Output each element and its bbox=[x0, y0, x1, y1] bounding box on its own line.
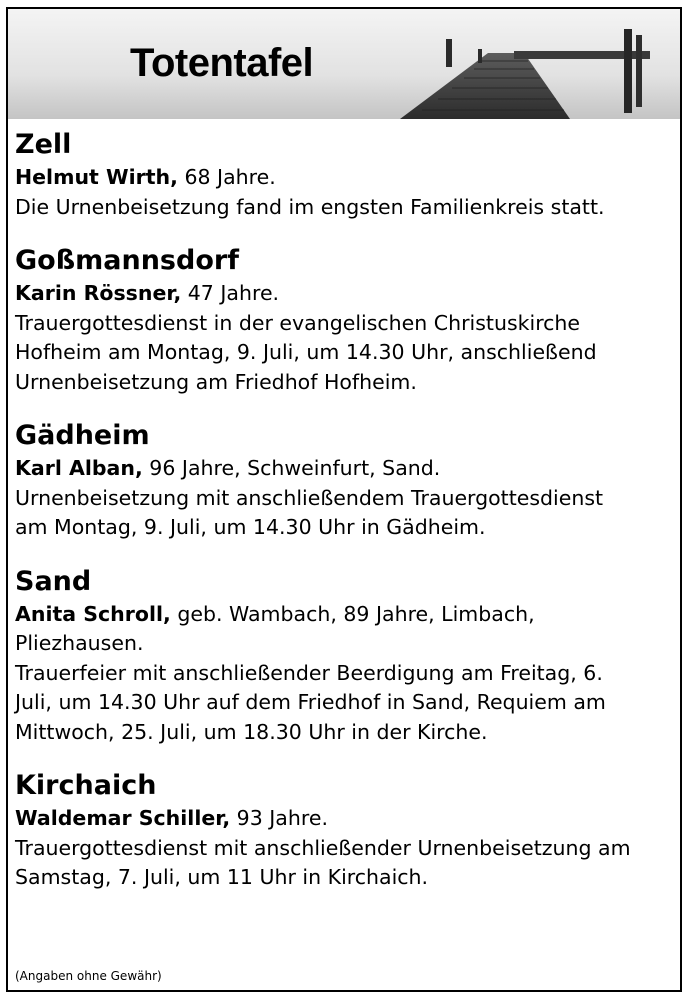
person-line bbox=[15, 454, 677, 484]
obituary-list bbox=[15, 127, 677, 914]
obituary-entry bbox=[15, 243, 677, 397]
service-text: Urnenbeisetzung mit anschließendem Trauergottesdienst bbox=[15, 485, 604, 510]
obituary-entry bbox=[15, 768, 677, 893]
service-text: Trauerfeier mit anschließender Beerdigung am Freitag, 6. bbox=[15, 660, 603, 685]
obituary-entry bbox=[15, 127, 677, 222]
service-text: Pliezhausen. bbox=[15, 631, 144, 655]
person-line bbox=[15, 163, 677, 193]
service-text: am Montag, 9. Juli, um 14.30 Uhr in Gädheim. bbox=[15, 515, 486, 539]
disclaimer-note: (Angaben ohne Gewähr) bbox=[15, 969, 162, 983]
service-text: Die Urnenbeisetzung fand im engsten Familienkreis statt. bbox=[15, 194, 605, 219]
place-heading: Gädheim bbox=[15, 420, 150, 451]
person-name: Karl Alban, bbox=[15, 456, 143, 480]
person-details: 96 Jahre, Schweinfurt, Sand. bbox=[142, 456, 441, 480]
person-details: 93 Jahre. bbox=[230, 806, 328, 830]
person-name: Karin Rössner, bbox=[15, 281, 182, 305]
service-text: Hofheim am Montag, 9. Juli, um 14.30 Uhr, anschließend bbox=[15, 340, 597, 364]
page-title: Totentafel bbox=[130, 41, 314, 85]
service-text: Urnenbeisetzung am Friedhof Hofheim. bbox=[15, 369, 417, 394]
place-heading: Goßmannsdorf bbox=[15, 245, 239, 276]
pier-lake-image bbox=[8, 9, 680, 119]
person-name: Waldemar Schiller, bbox=[15, 806, 231, 830]
person-details: 47 Jahre. bbox=[181, 281, 280, 305]
service-text: Mittwoch, 25. Juli, um 18.30 Uhr in der Kirche. bbox=[15, 719, 488, 744]
person-details: geb. Wambach, 89 Jahre, Limbach, bbox=[170, 601, 535, 626]
person-name: Anita Schroll, bbox=[15, 601, 171, 626]
header-banner bbox=[8, 9, 680, 119]
person-details: 68 Jahre. bbox=[177, 165, 276, 189]
obituary-entry bbox=[15, 418, 677, 543]
obituary-entry bbox=[15, 564, 677, 748]
place-heading: Kirchaich bbox=[15, 770, 157, 801]
person-line bbox=[15, 279, 677, 309]
place-heading: Zell bbox=[15, 129, 72, 160]
person-name: Helmut Wirth, bbox=[15, 165, 178, 189]
service-text: Trauergottesdienst mit anschließender Urnenbeisetzung am bbox=[15, 835, 631, 860]
service-text: Trauergottesdienst in der evangelischen Christuskirche bbox=[15, 310, 581, 335]
service-text: Samstag, 7. Juli, um 11 Uhr in Kirchaich. bbox=[15, 865, 429, 889]
service-text: Juli, um 14.30 Uhr auf dem Friedhof in Sand, Requiem am bbox=[15, 690, 606, 714]
place-heading: Sand bbox=[15, 565, 92, 597]
person-line bbox=[15, 600, 677, 630]
obituary-board bbox=[6, 7, 682, 992]
person-line bbox=[15, 804, 677, 834]
